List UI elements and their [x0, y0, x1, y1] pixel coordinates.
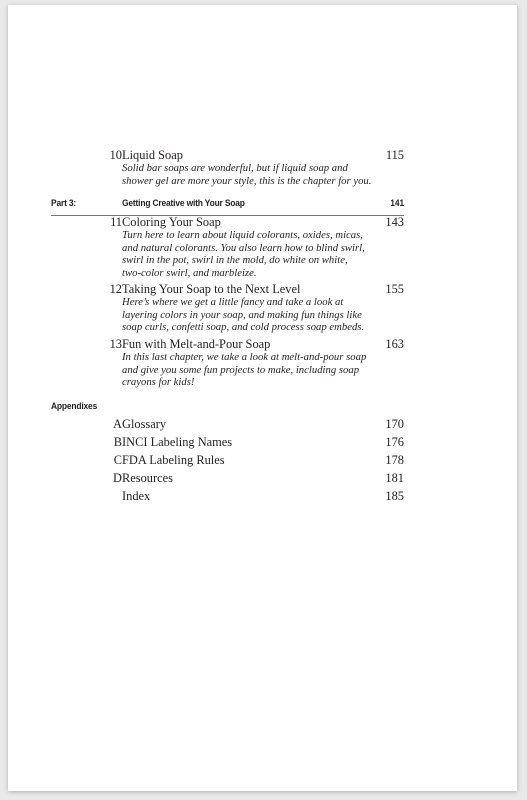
chapter-number: 10 [109, 148, 122, 162]
description-line: Turn here to learn about liquid colorants, oxides, micas, [122, 229, 363, 241]
page-number: 185 [385, 489, 404, 503]
chapter-description [122, 351, 377, 389]
appendix-letter: B [113, 435, 122, 449]
part-title: Getting Creative with Your Soap [122, 198, 245, 209]
page-number: 143 [385, 215, 404, 229]
description-line: layering colors in your soap, and making fun things like [122, 308, 362, 321]
description-line: Here’s where we get a little fancy and take a look at [122, 296, 344, 308]
description-line: crayons for kids! [122, 376, 195, 389]
description-line: In this last chapter, we take a look at melt-and-pour soap [122, 351, 367, 363]
appendix-letter: D [113, 471, 122, 485]
chapter-title: Liquid Soap [122, 148, 183, 162]
appendix-title: Index [122, 489, 151, 503]
page-number: 170 [385, 417, 404, 431]
description-line: soap curls, confetti soap, and cold process soap embeds. [122, 321, 365, 334]
table-of-contents [8, 5, 517, 791]
chapter-description [122, 296, 377, 334]
book-page [8, 5, 517, 791]
appendix-title: Resources [122, 471, 173, 485]
page-number: 181 [385, 471, 404, 485]
description-line: Solid bar soaps are wonderful, but if liquid soap and [122, 162, 348, 174]
description-line: and natural colorants. You also learn how to blind swirl, [122, 241, 365, 254]
part-label: Part 3: [51, 198, 77, 209]
description-line: shower gel are more your style, this is the chapter for you. [122, 174, 372, 187]
appendix-title: INCI Labeling Names [122, 435, 233, 449]
page-number: 163 [385, 337, 404, 351]
page-number: 115 [385, 148, 404, 162]
description-line: and give you some fun projects to make, including soap [122, 363, 360, 376]
appendix-title: FDA Labeling Rules [122, 453, 225, 467]
appendix-letter: C [113, 453, 122, 467]
appendix-letter: A [113, 417, 122, 431]
chapter-number: 13 [109, 337, 122, 351]
chapter-number: 12 [109, 282, 122, 296]
chapter-number: 11 [110, 215, 122, 229]
page-number: 176 [385, 435, 404, 449]
chapter-title: Fun with Melt-and-Pour Soap [122, 337, 271, 351]
chapter-description [122, 162, 377, 187]
page-number: 178 [385, 453, 404, 467]
description-line: two-color swirl, and marbleize. [122, 266, 257, 279]
appendix-title: Glossary [122, 417, 167, 431]
page-number: 155 [385, 282, 404, 296]
appendixes-label: Appendixes [51, 401, 98, 412]
description-line: swirl in the pot, swirl in the mold, do white on white, [122, 254, 348, 267]
part-page-number: 141 [390, 198, 404, 209]
chapter-title: Coloring Your Soap [122, 215, 221, 229]
chapter-title: Taking Your Soap to the Next Level [122, 282, 301, 296]
chapter-description [122, 229, 377, 279]
